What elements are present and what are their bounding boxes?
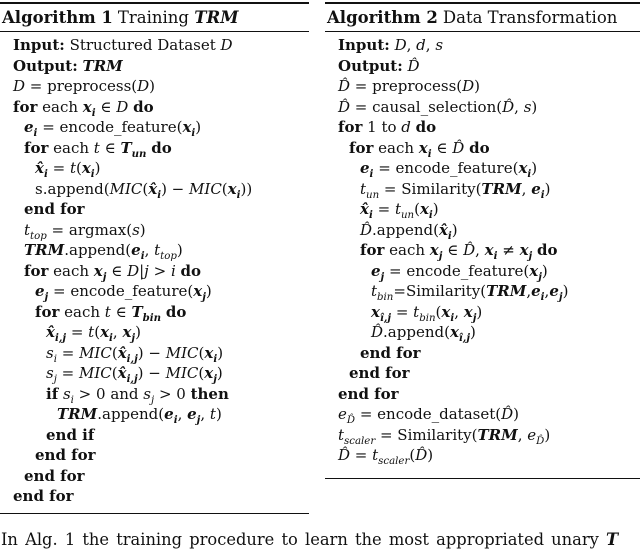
algorithm-line: D = preprocess(D)	[13, 77, 156, 95]
algorithm-line: $s_i$ = $MIC(x̂_{i,j}) - MIC(x_i)$	[46, 343, 224, 365]
algorithm-1-header	[0, 4, 309, 31]
algorithm-2-header	[325, 4, 640, 31]
algorithm-1-title: Training TRM	[117, 8, 239, 27]
algorithm-line: end for	[360, 343, 421, 362]
algorithm-line: $e_{D̂}$ = encode_dataset(D̂)	[338, 405, 519, 426]
algorithm-1-body	[0, 32, 309, 507]
algorithm-line: for each $x_i$ ∈ D̂ do	[349, 138, 490, 160]
algorithm-line: $x_{î,j} = t_{bin}(x_i$, $x_j$)	[371, 302, 483, 324]
algorithm-line: $e_j$ = $encode\_feature(x_j)$	[371, 261, 548, 283]
algorithm-line: end for	[13, 487, 74, 505]
algorithm-line: Input: Structured Dataset D	[13, 36, 233, 54]
algorithm-line: D̂ = preprocess(D)	[338, 77, 481, 95]
algorithm-line: Input: D, d, s	[338, 36, 444, 54]
algorithm-line: for 1 to d do	[338, 118, 437, 136]
algorithm-1-bottom-rule	[0, 513, 309, 514]
algorithm-line: $e_i$ = $encode\_feature(x_i)$	[360, 159, 538, 180]
algorithm-2-title: Data Transformation	[442, 8, 618, 27]
algorithm-2-bottom-rule	[325, 478, 640, 479]
algorithm-line: $x̂_i = t(x_i)$	[35, 159, 101, 180]
algorithm-line: end for	[349, 364, 410, 382]
algorithm-line: for each t ∈ $T_{bin}$ do	[35, 302, 187, 324]
algorithm-line: $t_{scaler}$ = Similarity(TRM, $e_{D̂}$)	[338, 425, 551, 447]
algorithm-2-label: Algorithm 2	[327, 8, 438, 27]
algorithm-line: $e_i$ = $encode\_feature(x_i)$	[24, 118, 202, 139]
algorithm-line: $D̂.append(x_{î,j})$	[371, 323, 476, 344]
algorithm-line: for each $x_j$ ∈ D|j > i do	[24, 261, 202, 283]
algorithm-line: D̂ = $t_{scaler}(D̂)$	[338, 446, 434, 467]
algorithm-line: $x̂_{i,j} = t(x_i$, $x_j$)	[46, 323, 141, 344]
algorithm-line: D̂ = causal_selection(D̂, s)	[338, 97, 538, 116]
algorithm-line: $s_j$ = $MIC(x̂_{i,j}) - MIC(x_j)$	[46, 364, 223, 385]
algorithm-1-label: Algorithm 1	[2, 8, 113, 27]
algorithm-line: $D̂.append(x̂_i)$	[360, 220, 458, 242]
algorithm-line: end for	[24, 200, 85, 218]
algorithm-line: for each t ∈ $T_{un}$ do	[24, 138, 172, 160]
algorithm-2-body	[325, 32, 640, 466]
algorithm-line: $TRM.append(e_i$, $e_j$, t)	[57, 405, 222, 426]
algorithm-line: for each $x_j$ ∈ D̂, $x_i \ne x_j$ do	[360, 241, 558, 262]
algorithm-line: end for	[24, 466, 85, 485]
algorithm-line: $t_{un}$ = Similarity(TRM, $e_i$)	[360, 179, 551, 201]
algorithm-line: $t_{top} = argmax(s)$	[24, 220, 146, 242]
algorithm-2-panel	[325, 2, 640, 479]
algorithm-line: for each $x_i$ ∈ D do	[13, 97, 154, 119]
body-text-line: In Alg. 1 the training procedure to learn the most appropriated unary T	[1, 530, 619, 549]
algorithm-line: $TRM.append(e_i$, $t_{top}$)	[24, 241, 183, 262]
algorithm-line: Output: TRM	[13, 56, 123, 75]
algorithm-line: end for	[35, 446, 96, 464]
algorithm-1-panel	[0, 2, 309, 514]
algorithm-line: $e_j$ = $encode\_feature(x_j)$	[35, 282, 212, 303]
algorithm-line: Output: D̂	[338, 56, 420, 75]
algorithm-line: $s.append(MIC(x̂_i) - MIC(x_i))$	[35, 179, 253, 201]
algorithm-line: end if	[46, 425, 95, 444]
algorithm-line: $x̂_i = t_{un}(x_i)$	[360, 200, 439, 221]
algorithm-line: if $s_i > 0$ and $s_j > 0$ then	[46, 384, 229, 406]
algorithm-line: $t_{bin}=Similarity(TRM,e_i,e_j)$	[371, 282, 569, 303]
algorithm-line: end for	[338, 384, 399, 403]
